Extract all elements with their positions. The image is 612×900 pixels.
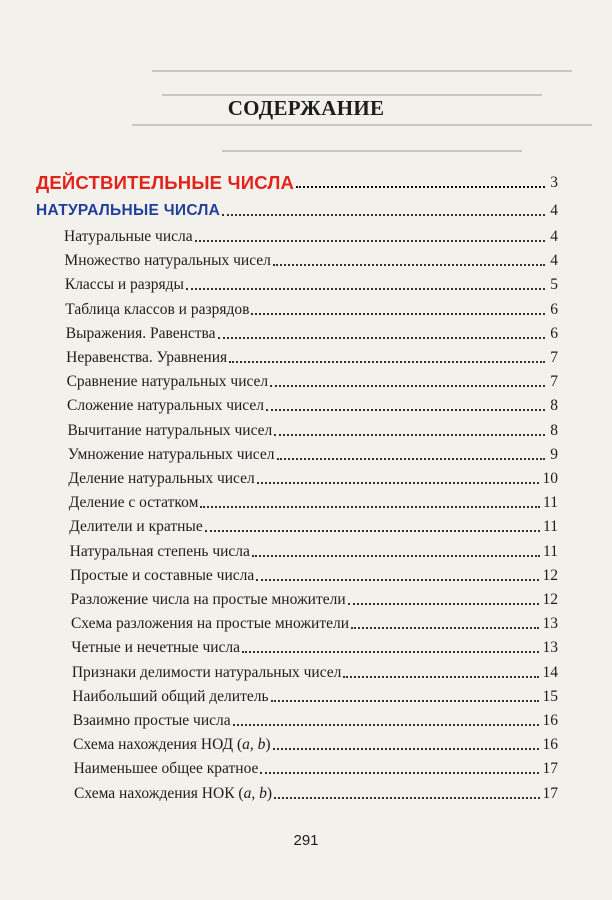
toc-entry-page-number: 10 xyxy=(542,470,558,487)
leader-dots xyxy=(271,700,540,702)
toc-entry[interactable] xyxy=(64,248,558,270)
leader-dots xyxy=(273,264,545,266)
toc-entry[interactable] xyxy=(74,781,558,803)
toc-entry-label: Четные и нечетные числа xyxy=(71,639,241,657)
leader-dots xyxy=(343,676,539,678)
toc-entry[interactable] xyxy=(67,393,558,415)
toc-entry[interactable] xyxy=(70,563,558,585)
section-page-number: 4 xyxy=(550,202,558,219)
toc-entry-page-number: 13 xyxy=(542,615,558,633)
toc-section-heading[interactable] xyxy=(36,198,558,220)
toc-entry-label: Деление с остатком xyxy=(68,494,199,512)
toc-entry-label: Делители и кратные xyxy=(69,518,203,536)
toc-entry-label: Деление натуральных чисел xyxy=(68,470,255,487)
leader-dots xyxy=(351,627,539,629)
toc-entry-label: Таблица классов и разрядов xyxy=(65,300,250,318)
toc-entry-label: Признаки делимости натуральных чисел xyxy=(71,663,342,681)
leader-dots xyxy=(200,506,540,508)
part-page-number: 3 xyxy=(550,174,558,191)
toc-entry-page-number: 5 xyxy=(550,276,558,294)
toc-entry[interactable] xyxy=(73,732,558,754)
section-heading-label: НАТУРАЛЬНЫЕ ЧИСЛА xyxy=(36,202,221,219)
toc-entry-page-number: 12 xyxy=(542,566,558,584)
toc-entry-page-number: 15 xyxy=(542,687,558,705)
toc-entry-label: Наименьшее общее кратное xyxy=(73,760,259,778)
toc-entry-label: Разложение числа на простые множители xyxy=(70,591,346,608)
leader-dots xyxy=(195,240,545,242)
toc-entry-page-number: 9 xyxy=(550,445,558,463)
leader-dots xyxy=(252,555,540,557)
toc-entry-label: Сложение натуральных чисел xyxy=(67,397,264,415)
leader-dots xyxy=(270,385,545,387)
toc-part-heading[interactable] xyxy=(36,164,558,192)
toc-entry-label: Сравнение натуральных чисел xyxy=(66,373,269,391)
toc-entry-label: Схема нахождения НОК (a, b) xyxy=(74,784,272,802)
toc-entry[interactable] xyxy=(68,466,558,488)
toc-entry-label: Схема разложения на простые множители xyxy=(70,615,350,633)
toc-entry-page-number: 14 xyxy=(542,663,558,681)
toc-entry-label: Простые и составные числа xyxy=(70,566,255,584)
leader-dots xyxy=(186,288,545,290)
toc-entry[interactable] xyxy=(69,514,558,536)
toc-entry-page-number: 13 xyxy=(542,639,558,657)
toc-entry-page-number: 6 xyxy=(550,300,558,318)
leader-dots xyxy=(242,651,539,653)
page-title: СОДЕРЖАНИЕ xyxy=(227,96,385,120)
leader-dots xyxy=(218,337,545,339)
toc-entry-label: Множество натуральных чисел xyxy=(64,252,271,270)
toc-entry-page-number: 6 xyxy=(550,324,558,342)
toc-entry-label: Неравенства. Уравнения xyxy=(66,349,228,366)
toc-entry-label: Схема нахождения НОД (a, b) xyxy=(73,736,271,754)
toc-entry-page-number: 4 xyxy=(550,252,558,270)
toc-entry-page-number: 11 xyxy=(543,494,558,512)
leader-dots xyxy=(348,603,540,605)
page-number: 291 xyxy=(293,832,319,849)
leader-dots xyxy=(222,214,545,216)
toc-entry-label: Наибольший общий делитель xyxy=(72,687,269,705)
toc-entry-page-number: 8 xyxy=(550,397,558,415)
leader-dots xyxy=(266,409,545,411)
leader-dots xyxy=(296,186,545,188)
leader-dots xyxy=(260,772,539,774)
toc-entry-label: Умножение натуральных чисел xyxy=(67,445,275,463)
toc-entry[interactable] xyxy=(66,345,558,367)
leader-dots xyxy=(277,458,545,460)
toc-entry[interactable] xyxy=(73,708,558,730)
toc-entry-label: Натуральные числа xyxy=(64,228,193,245)
toc-entry-label: Выражения. Равенства xyxy=(65,324,216,342)
toc-entry[interactable] xyxy=(65,272,558,294)
toc-entry[interactable] xyxy=(67,369,558,391)
toc-entry[interactable] xyxy=(64,224,558,246)
toc-entry[interactable] xyxy=(71,635,558,657)
leader-dots xyxy=(274,797,540,799)
toc-entry-page-number: 11 xyxy=(543,542,558,560)
toc-entry-page-number: 17 xyxy=(542,760,558,778)
toc-entry-page-number: 7 xyxy=(550,349,558,366)
toc-entry-page-number: 16 xyxy=(542,712,558,729)
toc-entry[interactable] xyxy=(74,756,558,778)
toc-entry[interactable] xyxy=(67,418,558,440)
leader-dots xyxy=(251,313,545,315)
toc-entry-page-number: 17 xyxy=(542,784,558,802)
toc-entry-page-number: 7 xyxy=(550,373,558,391)
leader-dots xyxy=(273,748,540,750)
leader-dots xyxy=(205,530,540,532)
toc-entry[interactable] xyxy=(66,321,558,343)
leader-dots xyxy=(233,724,540,726)
leader-dots xyxy=(274,434,545,436)
toc-entry[interactable] xyxy=(70,539,558,561)
toc-entry[interactable] xyxy=(69,490,558,512)
toc-entry-label: Натуральная степень числа xyxy=(69,542,250,560)
toc-entry[interactable] xyxy=(71,611,558,633)
toc-entry-page-number: 8 xyxy=(550,421,558,439)
toc-entry[interactable] xyxy=(72,684,558,706)
toc-entry[interactable] xyxy=(71,587,558,609)
toc-entry[interactable] xyxy=(65,297,558,319)
leader-dots xyxy=(256,579,539,581)
toc-entry-page-number: 4 xyxy=(550,228,558,245)
part-heading-label: ДЕЙСТВИТЕЛЬНЫЕ ЧИСЛА xyxy=(36,172,295,193)
toc-entry-page-number: 12 xyxy=(542,591,558,608)
toc-entry-page-number: 16 xyxy=(542,736,558,754)
toc-entry-label: Вычитание натуральных чисел xyxy=(67,421,273,439)
toc-entry-page-number: 11 xyxy=(543,518,558,536)
toc-entry-label: Взаимно простые числа xyxy=(72,712,231,729)
toc-entry[interactable] xyxy=(68,442,558,464)
leader-dots xyxy=(257,482,540,484)
toc-entry-label: Классы и разряды xyxy=(64,276,184,294)
leader-dots xyxy=(229,361,545,363)
toc-entry[interactable] xyxy=(72,660,558,682)
